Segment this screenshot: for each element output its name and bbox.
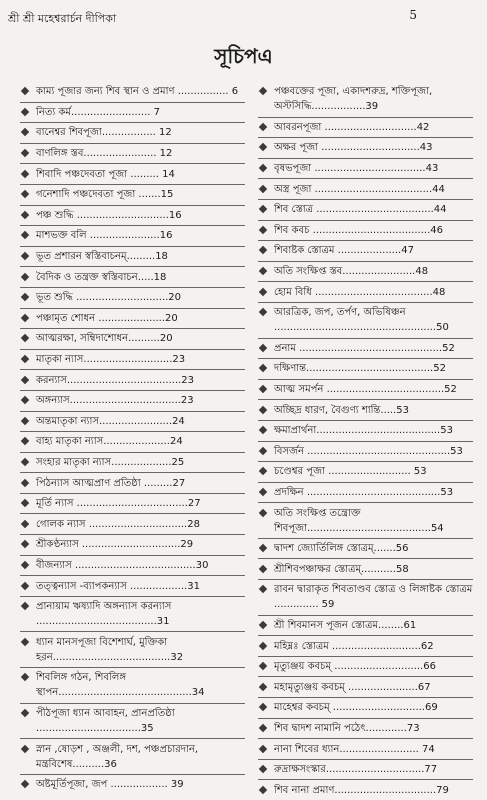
diamond-bullet-icon [259, 467, 267, 475]
toc-entry [20, 288, 245, 309]
diamond-bullet-icon [21, 581, 29, 589]
toc-entry-text: শিব দ্বাদশ নামানি পঠেৎ.............73 [274, 722, 420, 734]
toc-entry [20, 329, 245, 350]
toc-entry-text: বিসর্জন .............................................53 [274, 445, 463, 457]
diamond-bullet-icon [21, 540, 29, 548]
diamond-bullet-icon [259, 703, 267, 711]
diamond-bullet-icon [259, 641, 267, 649]
diamond-bullet-icon [259, 143, 267, 151]
toc-entry-text: নানা শিবের ধ্যান......................... 74 [274, 743, 435, 755]
toc-entry [20, 576, 245, 597]
toc-entry-text: প্রানায়াম ঋষ্যাদি অঙ্গন্যাস করন্যাস ......................................31 [36, 601, 172, 628]
toc-entry [20, 597, 245, 633]
toc-entry-text: বীজন্যাস ......................................30 [36, 559, 209, 571]
toc-entry [20, 453, 245, 474]
toc-entry-text: ক্ষমাপ্রার্থনা.......................................53 [274, 425, 453, 437]
toc-entry [258, 760, 473, 781]
toc-entry-text: মূর্তি ন্যাস ...................................27 [36, 498, 201, 510]
toc-entry [258, 82, 473, 118]
diamond-bullet-icon [21, 458, 29, 466]
toc-entry [20, 185, 245, 206]
toc-entry-text: শিব কবচ .....................................46 [274, 224, 443, 236]
diamond-bullet-icon [21, 272, 29, 280]
toc-entry-text: অক্ষর পূজা ...............................43 [274, 142, 433, 154]
diamond-bullet-icon [21, 499, 29, 507]
toc-entry-text: দ্বাদশ জ্যোর্তিলিঙ্গ স্তোত্রম্‌.......56 [274, 543, 409, 555]
toc-entry [20, 494, 245, 515]
toc-entry-text: মাহেশ্বর কবচম্‌ .............................69 [274, 702, 438, 714]
diamond-bullet-icon [259, 621, 267, 629]
toc-entry [258, 780, 473, 800]
toc-entry [20, 206, 245, 227]
toc-entry [20, 412, 245, 433]
toc-entry-text: আরত্রিক, জপ, তর্পণ, অভিষিঞ্চন ...................................................50 [274, 307, 449, 334]
toc-entry [20, 704, 245, 740]
toc-entry-text: দক্ষিণান্ত........................................52 [274, 363, 446, 375]
toc-entry [258, 118, 473, 139]
toc-entry [20, 370, 245, 391]
toc-entry [258, 421, 473, 442]
toc-entry [258, 677, 473, 698]
toc-entry [258, 719, 473, 740]
toc-entry [258, 739, 473, 760]
diamond-bullet-icon [21, 417, 29, 425]
diamond-bullet-icon [259, 205, 267, 213]
toc-entry [258, 138, 473, 159]
diamond-bullet-icon [259, 544, 267, 552]
diamond-bullet-icon [259, 724, 267, 732]
toc-entry-text: পঞ্চবক্তের পূজা, একাদশরুদ্র, শক্তিপূজা, অস্টসিদ্ধি.................39 [274, 86, 433, 113]
diamond-bullet-icon [21, 520, 29, 528]
toc-entry [258, 616, 473, 637]
toc-entry [20, 82, 245, 103]
diamond-bullet-icon [21, 561, 29, 569]
toc-entry [258, 200, 473, 221]
diamond-bullet-icon [21, 375, 29, 383]
toc-entry-text: ভূত প্রশারন স্বস্তিবাচনম্‌.........18 [36, 251, 168, 263]
diamond-bullet-icon [259, 405, 267, 413]
diamond-bullet-icon [21, 744, 29, 752]
toc-entry [258, 380, 473, 401]
toc-entry [20, 632, 245, 668]
toc-left-column [20, 82, 245, 794]
diamond-bullet-icon [259, 164, 267, 172]
toc-entry [20, 144, 245, 165]
toc-entry-text: গোলক ন্যাস ...............................28 [36, 518, 200, 530]
toc-entry-text: শ্রীকণ্ঠন্যাস ...............................29 [36, 539, 194, 551]
toc-entry [20, 247, 245, 268]
toc-entry-text: আবরনপূজা .............................42 [274, 121, 430, 133]
diamond-bullet-icon [21, 314, 29, 322]
diamond-bullet-icon [21, 190, 29, 198]
toc-heading: সূচিপএ [214, 44, 273, 68]
toc-entry [20, 309, 245, 330]
toc-entry-text: চণ্ডেশ্বর পূজা .......................... 53 [274, 466, 427, 478]
toc-entry [258, 559, 473, 580]
toc-entry-text: শিব নানা প্রমাণ................................79 [274, 784, 449, 796]
toc-entry-text: শ্রীশিবপঞ্চাক্ষর স্তোত্রম্‌...........58 [274, 563, 409, 575]
toc-entry-text: কাম্য পূজার জন্য শিব স্থান ও প্রমাণ ................ 6 [36, 86, 239, 98]
toc-entry [258, 241, 473, 262]
diamond-bullet-icon [21, 780, 29, 788]
toc-right-column [258, 82, 473, 800]
diamond-bullet-icon [21, 437, 29, 445]
diamond-bullet-icon [21, 149, 29, 157]
toc-entry [20, 432, 245, 453]
diamond-bullet-icon [259, 123, 267, 131]
toc-entry-text: অষ্টমূর্তিপূজা, জপ .................. 39 [36, 779, 184, 791]
toc-entry-text: স্নান ,ষোড়শ , অঞ্জলী, দশ, পঞ্চপ্রচারদান, মন্ত্রবিশেষ..........36 [36, 743, 199, 770]
diamond-bullet-icon [21, 128, 29, 136]
toc-entry [20, 514, 245, 535]
toc-entry-text: তত্ত্বন্যাস -ব্যাপকন্যাস ..................31 [36, 580, 200, 592]
toc-entry [20, 164, 245, 185]
toc-entry [258, 221, 473, 242]
toc-entry-text: অচ্ছিদ্র ধারণ, বৈগুণ্য শান্তি.....53 [274, 404, 410, 416]
toc-entry [20, 267, 245, 288]
toc-entry-text: করন্যাস....................................23 [36, 374, 195, 386]
toc-entry [258, 539, 473, 560]
toc-entry-text: মহামৃত্যুঞ্জয় কবচম্‌ ......................67 [274, 681, 431, 693]
toc-entry-text: বৃষভপূজা ...................................43 [274, 163, 439, 175]
diamond-bullet-icon [21, 87, 29, 95]
toc-entry-text: রাবন দ্বারাকৃত শিবতাণ্ডব স্তোত্র ও লিঙ্গাষ্টক স্তোত্রম .............. 59 [274, 584, 473, 611]
diamond-bullet-icon [21, 334, 29, 342]
toc-entry [258, 400, 473, 421]
diamond-bullet-icon [259, 246, 267, 254]
toc-entry-text: শ্রী শিবমানস পূজন স্তোত্রম........61 [274, 619, 417, 631]
toc-entry [258, 442, 473, 463]
toc-entry-text: আত্ম সমর্পন .....................................52 [274, 384, 457, 396]
toc-entry [258, 262, 473, 283]
toc-entry-text: পঞ্চ শুদ্ধি .............................16 [36, 209, 182, 221]
toc-entry-text: অন্তমাতৃকা ন্যাস.......................24 [36, 415, 185, 427]
toc-entry [20, 775, 245, 795]
toc-entry-text: মৃত্যুঞ্জয় কবচম্‌ ............................66 [274, 661, 436, 673]
toc-entry-text: প্রদক্ষিন ..........................................53 [274, 486, 454, 498]
diamond-bullet-icon [259, 184, 267, 192]
toc-entry [20, 226, 245, 247]
toc-entry [20, 556, 245, 577]
toc-entry [258, 503, 473, 539]
diamond-bullet-icon [259, 308, 267, 316]
diamond-bullet-icon [21, 231, 29, 239]
toc-entry [258, 580, 473, 616]
diamond-bullet-icon [21, 602, 29, 610]
toc-entry [258, 282, 473, 303]
toc-entry [258, 159, 473, 180]
toc-entry [20, 473, 245, 494]
toc-entry-text: নিত্য কর্ম......................... 7 [36, 106, 160, 118]
toc-entry [258, 636, 473, 657]
toc-entry-text: আত্মরক্ষা, সম্বিদাশোধন..........20 [36, 333, 173, 345]
diamond-bullet-icon [259, 226, 267, 234]
diamond-bullet-icon [259, 508, 267, 516]
toc-entry-text: অস্ত্র পূজা .....................................44 [274, 183, 445, 195]
diamond-bullet-icon [259, 765, 267, 773]
toc-entry-text: অতি সংক্ষিপ্ত স্তব.......................48 [274, 266, 429, 278]
diamond-bullet-icon [21, 673, 29, 681]
page-number: 5 [409, 8, 417, 22]
diamond-bullet-icon [259, 662, 267, 670]
toc-entry [20, 391, 245, 412]
toc-entry [20, 123, 245, 144]
toc-entry [258, 698, 473, 719]
toc-entry [258, 303, 473, 339]
toc-entry-text: মাশভক্ত বলি ......................16 [36, 230, 173, 242]
toc-entry [20, 350, 245, 371]
toc-entry [258, 339, 473, 360]
diamond-bullet-icon [259, 682, 267, 690]
toc-entry-text: গনেশাদি পঞ্চদেবতা পূজা .......15 [36, 189, 174, 201]
diamond-bullet-icon [259, 785, 267, 793]
diamond-bullet-icon [21, 637, 29, 645]
diamond-bullet-icon [259, 488, 267, 496]
toc-entry [258, 179, 473, 200]
toc-entry-text: রুদ্রাক্ষসংস্কার...............................77 [274, 764, 438, 776]
diamond-bullet-icon [21, 169, 29, 177]
running-title: শ্রী শ্রী মহেশ্বরার্চন দীপিকা [8, 12, 117, 25]
toc-entry-text: ভূত শুদ্ধি .............................20 [36, 292, 182, 304]
diamond-bullet-icon [21, 396, 29, 404]
toc-entry-text: ধ্যান মানসপূজা বিশেশার্ঘ, মুক্তিকা হরন.....................................32 [36, 636, 184, 663]
diamond-bullet-icon [21, 478, 29, 486]
toc-entry-text: অঙ্গন্যাস...................................23 [36, 395, 194, 407]
diamond-bullet-icon [21, 108, 29, 116]
diamond-bullet-icon [21, 293, 29, 301]
toc-entry [258, 359, 473, 380]
diamond-bullet-icon [259, 565, 267, 573]
diamond-bullet-icon [259, 585, 267, 593]
toc-entry-text: অতি সংক্ষিপ্ত তন্ত্রোক্ত শিবপূজা.......................................54 [274, 507, 444, 534]
diamond-bullet-icon [259, 744, 267, 752]
toc-entry-text: হোম বিধি .....................................48 [274, 286, 446, 298]
toc-entry-text: বাণলিঙ্গ স্তব....................... 12 [36, 148, 173, 160]
toc-entry-text: মহিম্নঃ স্তোত্রম ............................62 [274, 640, 434, 652]
toc-entry-text: শিব স্তোত্র .....................................44 [274, 204, 447, 216]
toc-entry [20, 668, 245, 704]
diamond-bullet-icon [21, 252, 29, 260]
diamond-bullet-icon [21, 709, 29, 717]
diamond-bullet-icon [259, 267, 267, 275]
toc-entry-text: মাতৃকা ন্যাস............................23 [36, 354, 186, 366]
toc-entry-text: শিবলিঙ্গ গঠন, শিবলিঙ্গ স্থাপন..........................................34 [36, 672, 205, 699]
diamond-bullet-icon [259, 447, 267, 455]
toc-entry-text: সংহার মাতৃকা ন্যাস...................25 [36, 456, 185, 468]
toc-entry [20, 103, 245, 124]
toc-entry [258, 483, 473, 504]
toc-entry-text: পিঠন্যাস আত্মপ্রাণ প্রতিষ্ঠা .........27 [36, 477, 186, 489]
toc-entry-text: পীঠপূজা ধ্যান আবাহন, প্রানপ্রতিষ্ঠা .................................35 [36, 707, 175, 734]
diamond-bullet-icon [21, 355, 29, 363]
toc-entry [20, 535, 245, 556]
toc-entry-text: পঞ্চামৃত শোধন .....................20 [36, 312, 178, 324]
toc-entry-text: প্রনাম .............................................52 [274, 342, 455, 354]
toc-entry [258, 462, 473, 483]
toc-entry [258, 657, 473, 678]
toc-entry-text: শিবাষ্টক স্তোত্রম ....................47 [274, 245, 414, 257]
toc-entry-text: বাহ্য মাতৃকা ন্যাস.....................24 [36, 436, 183, 448]
toc-entry [20, 739, 245, 775]
diamond-bullet-icon [259, 344, 267, 352]
diamond-bullet-icon [259, 426, 267, 434]
toc-entry-text: বৈদিক ও তন্ত্রক্ত স্বস্তিবাচন.....18 [36, 271, 167, 283]
toc-entry-text: বানেশ্বর শিবপূজা................. 12 [36, 127, 172, 139]
toc-entry-text: শিবাদি পঞ্চদেবতা পূজা ......... 14 [36, 168, 175, 180]
diamond-bullet-icon [259, 364, 267, 372]
diamond-bullet-icon [259, 87, 267, 95]
diamond-bullet-icon [259, 287, 267, 295]
diamond-bullet-icon [259, 385, 267, 393]
page-header [8, 8, 475, 28]
diamond-bullet-icon [21, 211, 29, 219]
